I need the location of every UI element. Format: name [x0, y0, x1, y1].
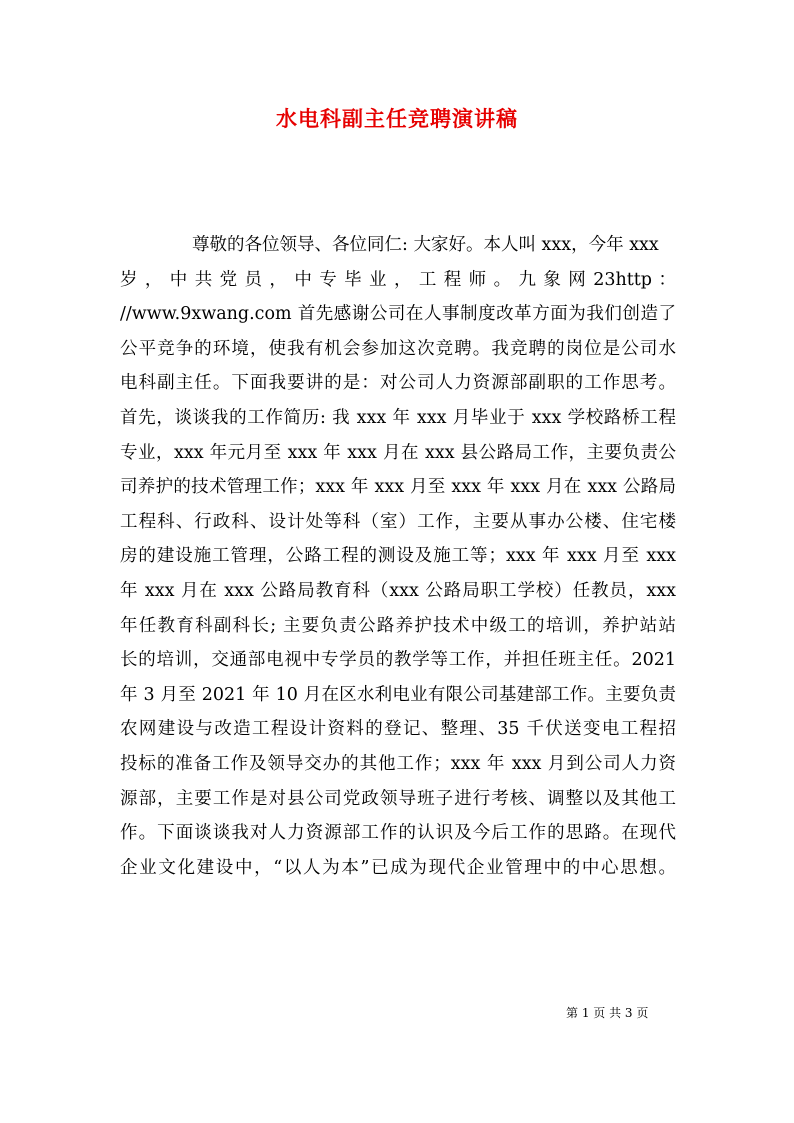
body-line: 公平竞争的环境，使我有机会参加这次竞聘。我竞聘的岗位是公司水 — [120, 338, 676, 359]
body-line: 企业文化建设中，“以人为本”已成为现代企业管理中的中心思想。 — [120, 857, 676, 878]
body-line: //www.9xwang.com 首先感谢公司在人事制度改革方面为我们创造了 — [120, 304, 676, 325]
body-line: 首先，谈谈我的工作简历: 我 xxx 年 xxx 月毕业于 xxx 学校路桥工程 — [120, 407, 676, 428]
body-line: 年任教育科副科长; 主要负责公路养护技术中级工的培训，养护站站 — [120, 615, 676, 636]
body-line: 源部，主要工作是对县公司党政领导班子进行考核、调整以及其他工 — [120, 788, 676, 809]
document-title: 水电科副主任竞聘演讲稿 — [276, 106, 518, 131]
body-line: 岁 ， 中 共 党 员 ， 中 专 毕 业 ， 工 程 师 。 九 象 网 23http ： — [120, 269, 676, 290]
body-line: 长的培训，交通部电视中专学员的教学等工作，并担任班主任。2021 — [120, 650, 676, 671]
document-body — [120, 228, 676, 885]
body-line: 农网建设与改造工程设计资料的登记、整理、35 千伏送变电工程招 — [120, 719, 676, 740]
body-line: 司养护的技术管理工作；xxx 年 xxx 月至 xxx 年 xxx 月在 xxx 公路局 — [120, 477, 676, 498]
body-line: 电科副主任。下面我要讲的是：对公司人力资源部副职的工作思考。 — [120, 373, 676, 394]
page-number-footer: 第 1 页 共 3 页 — [566, 1006, 649, 1020]
body-line: 作。下面谈谈我对人力资源部工作的认识及今后工作的思路。在现代 — [120, 823, 676, 844]
body-line: 工程科、行政科、设计处等科（室）工作，主要从事办公楼、住宅楼 — [120, 511, 676, 532]
body-line: 年 3 月至 2021 年 10 月在区水利电业有限公司基建部工作。主要负责 — [120, 684, 676, 705]
body-line: 专业，xxx 年元月至 xxx 年 xxx 月在 xxx 县公路局工作，主要负责公 — [120, 442, 676, 463]
body-line: 投标的准备工作及领导交办的其他工作；xxx 年 xxx 月到公司人力资 — [120, 753, 676, 774]
body-line: 尊敬的各位领导、各位同仁: 大家好。本人叫 xxx，今年 xxx — [192, 235, 659, 255]
body-line: 房的建设施工管理，公路工程的测设及施工等；xxx 年 xxx 月至 xxx — [120, 546, 676, 567]
body-line: 年 xxx 月在 xxx 公路局教育科（xxx 公路局职工学校）任教员，xxx — [120, 580, 676, 601]
